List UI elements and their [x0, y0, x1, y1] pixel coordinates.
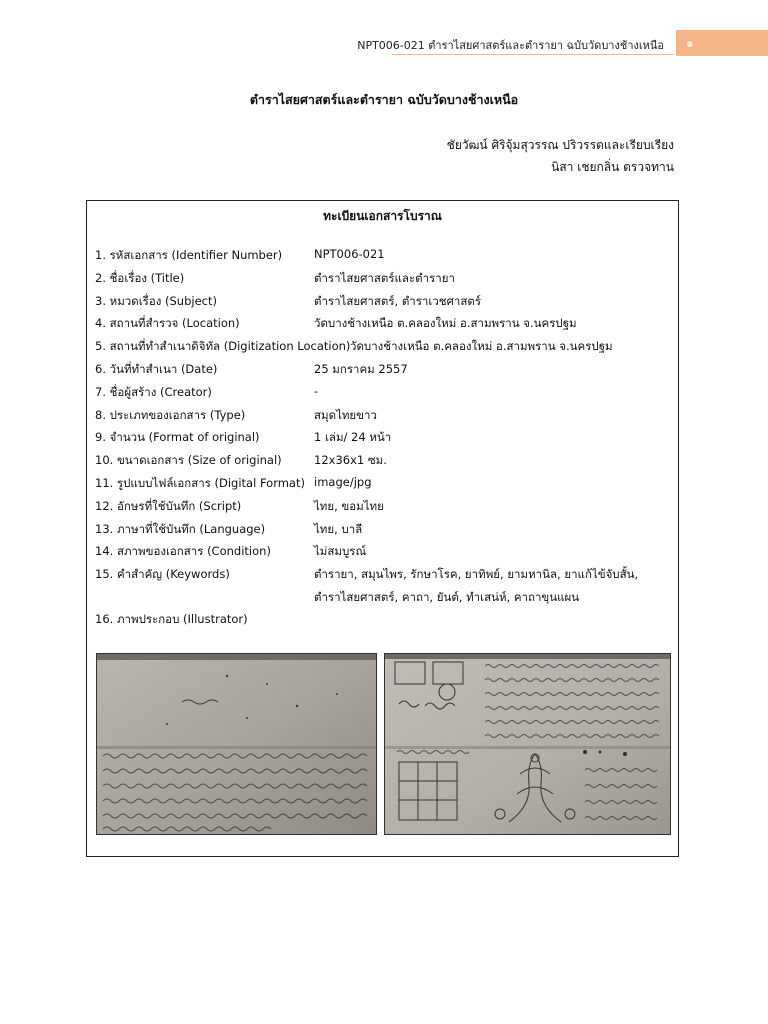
registry-row: [95, 521, 675, 544]
registry-value: ตำรายา, สมุนไพร, รักษาโรค, ยาทิพย์, ยามหานิล, ยาแก้ไข้จับสั้น,: [314, 567, 639, 582]
registry-value: image/jpg: [314, 474, 372, 489]
credit-reviewer: นิสา เชยกลิ่น ตรวจทาน: [551, 160, 674, 174]
registry-value: ตำราไสยศาสตร์, คาถา, ยันต์, ทำเสน่ห์, คาถาขุนแผน: [314, 589, 580, 604]
registry-label: 14. สภาพของเอกสาร (Condition): [95, 544, 271, 559]
registry-row: [95, 270, 675, 293]
manuscript-page-image: [97, 654, 376, 834]
registry-row: [95, 361, 675, 384]
registry-row-continuation: [95, 589, 675, 612]
registry-row: [95, 293, 675, 316]
manuscript-page-photo: [96, 653, 377, 835]
registry-row: [95, 247, 675, 270]
registry-value: ตำราไสยศาสตร์, ตำราเวชศาสตร์: [314, 293, 482, 308]
registry-row: [95, 452, 675, 475]
page-number-badge: ๑: [676, 30, 768, 56]
registry-row: [95, 611, 675, 634]
manuscript-yantra-image: [385, 654, 670, 834]
registry-row: [95, 498, 675, 521]
registry-value: 25 มกราคม 2557: [314, 361, 408, 376]
registry-value: ตำราไสยศาสตร์และตำรายา: [314, 270, 455, 285]
credit-editor: ชัยวัฒน์ ศิริจุ้มสุวรรณ ปริวรรตและเรียบเรียง: [446, 138, 674, 152]
manuscript-yantra-photo: [384, 653, 671, 835]
registry-label: 1. รหัสเอกสาร (Identifier Number): [95, 248, 283, 262]
registry-row: [95, 475, 675, 498]
registry-row: [95, 315, 675, 338]
registry-label: 12. อักษรที่ใช้บันทึก (Script): [95, 498, 242, 513]
registry-label: 16. ภาพประกอบ (Illustrator): [95, 612, 248, 627]
registry-label: 7. ชื่อผู้สร้าง (Creator): [95, 384, 212, 399]
registry-label: 11. รูปแบบไฟล์เอกสาร (Digital Format): [95, 475, 305, 490]
registry-label: 6. วันที่ทำสำเนา (Date): [95, 361, 218, 376]
registry-label: 5. สถานที่ทำสำเนาดิจิทัล (Digitization Location): [95, 339, 351, 354]
registry-label: 3. หมวดเรื่อง (Subject): [95, 293, 217, 308]
running-header: NPT006-021 ตำราไสยศาสตร์และตำรายา ฉบับวัดบางช้างเหนือ: [357, 39, 664, 52]
registry-value: 12x36x1 ซม.: [314, 453, 387, 468]
registry-row: [95, 407, 675, 430]
registry-value: 1 เล่ม/ 24 หน้า: [314, 430, 392, 445]
registry-box: [86, 200, 679, 857]
registry-value: NPT006-021: [314, 247, 385, 261]
header-divider: [392, 54, 674, 55]
registry-row: [95, 566, 675, 589]
document-title: ตำราไสยศาสตร์และตำรายา ฉบับวัดบางช้างเหนือ: [249, 92, 519, 107]
registry-label: 9. จำนวน (Format of original): [95, 430, 260, 445]
registry-value: สมุดไทยขาว: [314, 407, 377, 422]
registry-heading: ทะเบียนเอกสารโบราณ: [323, 209, 442, 223]
registry-row: [95, 338, 675, 361]
registry-value: ไม่สมบูรณ์: [314, 544, 367, 559]
registry-row: [95, 429, 675, 452]
registry-row: [95, 543, 675, 566]
registry-label: 4. สถานที่สำรวจ (Location): [95, 316, 240, 331]
registry-label: 10. ขนาดเอกสาร (Size of original): [95, 453, 282, 468]
registry-value: วัดบางช้างเหนือ ต.คลองใหม่ อ.สามพราน จ.นครปฐม: [350, 339, 613, 354]
registry-value: -: [314, 383, 319, 398]
registry-row: [95, 384, 675, 407]
registry-list: [95, 247, 675, 634]
registry-label: 8. ประเภทของเอกสาร (Type): [95, 407, 246, 422]
registry-value: ไทย, บาลี: [314, 521, 363, 536]
registry-value: วัดบางช้างเหนือ ต.คลองใหม่ อ.สามพราน จ.นครปฐม: [314, 316, 577, 331]
registry-label: 15. คำสำคัญ (Keywords): [95, 567, 230, 582]
registry-label: 2. ชื่อเรื่อง (Title): [95, 270, 185, 285]
registry-value: ไทย, ขอมไทย: [314, 498, 384, 513]
registry-label: 13. ภาษาที่ใช้บันทึก (Language): [95, 521, 266, 536]
